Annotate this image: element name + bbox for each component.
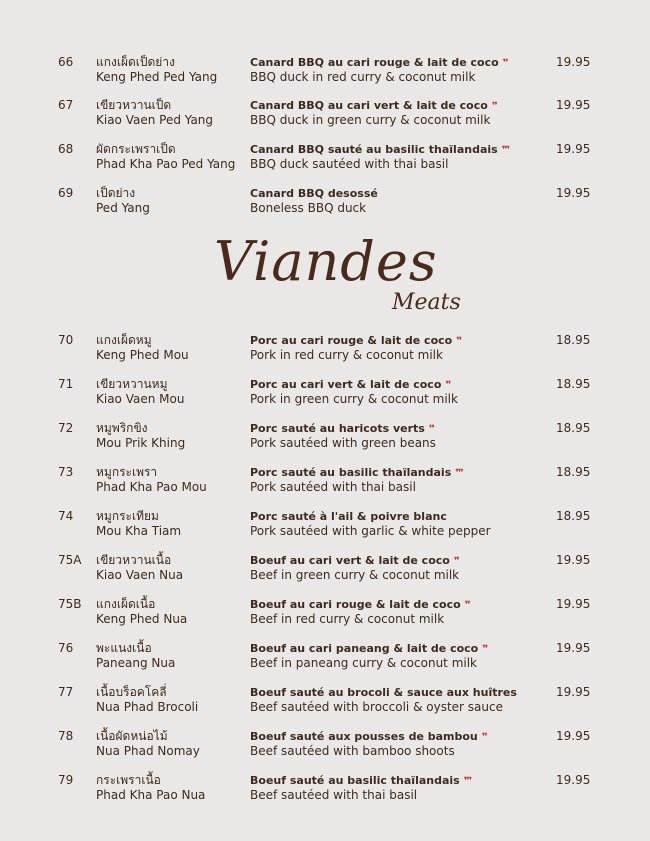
item-thai-name: เขียวหวานหมู	[96, 377, 168, 391]
item-thai-name: กระเพราเนื้อ	[96, 773, 161, 787]
item-number: 72	[58, 421, 74, 435]
item-price: 18.95	[556, 333, 591, 347]
item-english-desc: Pork sautéed with thai basil	[250, 480, 416, 494]
menu-item	[0, 421, 650, 455]
item-french-desc: Canard BBQ desossé	[250, 187, 378, 200]
item-french-desc: Boeuf sauté au brocoli & sauce aux huîtres	[250, 686, 517, 699]
item-number: 66	[58, 55, 74, 69]
item-name: Mou Kha Tiam	[96, 524, 182, 538]
item-name: Phad Kha Pao Ped Yang	[96, 157, 236, 171]
item-name: Mou Prik Khing	[96, 436, 186, 450]
item-number: 69	[58, 186, 74, 200]
chili-pepper-icon: ❜❜❜	[455, 468, 463, 479]
item-thai-name: เนื้อผัดหน่อไม้	[96, 729, 168, 743]
item-name: Nua Phad Nomay	[96, 744, 200, 758]
item-english-desc: Beef sautéed with thai basil	[250, 788, 418, 802]
item-price: 18.95	[556, 465, 591, 479]
item-french-desc: Boeuf au cari paneang & lait de coco ❜❜	[250, 642, 488, 655]
item-name: Phad Kha Pao Mou	[96, 480, 207, 494]
item-thai-name: เนื้อบร็อคโคลี่	[96, 685, 167, 699]
item-price: 19.95	[556, 98, 591, 112]
item-price: 18.95	[556, 377, 591, 391]
item-name: Phad Kha Pao Nua	[96, 788, 206, 802]
chili-pepper-icon: ❜❜❜	[501, 145, 510, 156]
item-english-desc: Boneless BBQ duck	[250, 201, 367, 215]
item-price: 19.95	[556, 186, 591, 200]
item-french-desc: Boeuf au cari vert & lait de coco ❜❜	[250, 554, 459, 567]
item-english-desc: Beef sautéed with bamboo shoots	[250, 744, 455, 758]
menu-item	[0, 597, 650, 631]
item-thai-name: พะแนงเนื้อ	[96, 641, 152, 655]
item-price: 19.95	[556, 597, 591, 611]
item-english-desc: Pork in red curry & coconut milk	[250, 348, 443, 362]
item-name: Kiao Vaen Mou	[96, 392, 185, 406]
item-french-desc: Porc au cari rouge & lait de coco ❜❜	[250, 334, 462, 347]
item-name: Keng Phed Ped Yang	[96, 70, 218, 84]
item-french-desc: Canard BBQ sauté au basilic thaïlandais ❜❜❜	[250, 143, 510, 156]
item-french-desc: Porc sauté à l'ail & poivre blanc	[250, 510, 447, 523]
item-price: 19.95	[556, 729, 591, 743]
item-french-desc: Boeuf sauté au basilic thaïlandais ❜❜❜	[250, 774, 472, 787]
item-english-desc: Beef in paneang curry & coconut milk	[250, 656, 478, 670]
menu-item	[0, 98, 650, 132]
item-french-desc: Boeuf au cari rouge & lait de coco ❜❜	[250, 598, 470, 611]
item-number: 75B	[58, 597, 82, 611]
item-name: Nua Phad Brocoli	[96, 700, 199, 714]
item-english-desc: BBQ duck in green curry & coconut milk	[250, 113, 491, 127]
menu-item	[0, 55, 650, 89]
item-number: 73	[58, 465, 74, 479]
chili-pepper-icon: ❜❜	[481, 732, 487, 743]
item-thai-name: หมูพริกขิง	[96, 421, 148, 435]
chili-pepper-icon: ❜❜	[428, 424, 434, 435]
item-number: 71	[58, 377, 74, 391]
item-thai-name: แกงเผ็ดหมู	[96, 333, 152, 347]
item-price: 19.95	[556, 641, 591, 655]
section-title: Viandes	[214, 230, 438, 293]
item-french-desc: Porc sauté au haricots verts ❜❜	[250, 422, 434, 435]
item-english-desc: Beef in red curry & coconut milk	[250, 612, 445, 626]
menu-item	[0, 509, 650, 543]
item-thai-name: เขียวหวานเป็ด	[96, 98, 172, 112]
chili-pepper-icon: ❜❜	[482, 644, 488, 655]
chili-pepper-icon: ❜❜	[456, 336, 462, 347]
section-subtitle: Meats	[392, 290, 461, 315]
item-name: Paneang Nua	[96, 656, 176, 670]
chili-pepper-icon: ❜❜	[445, 380, 451, 391]
item-price: 19.95	[556, 553, 591, 567]
item-french-desc: Canard BBQ au cari rouge & lait de coco ❜❜	[250, 56, 508, 69]
item-number: 75A	[58, 553, 82, 567]
item-thai-name: แกงเผ็ดเป็ดย่าง	[96, 55, 175, 69]
menu-item	[0, 377, 650, 411]
item-english-desc: BBQ duck sautéed with thai basil	[250, 157, 449, 171]
chili-pepper-icon: ❜❜	[464, 600, 470, 611]
item-thai-name: หมูกระเพรา	[96, 465, 158, 479]
item-number: 79	[58, 773, 74, 787]
item-thai-name: แกงเผ็ดเนื้อ	[96, 597, 156, 611]
item-number: 77	[58, 685, 74, 699]
item-number: 68	[58, 142, 74, 156]
item-thai-name: เป็ดย่าง	[96, 186, 136, 200]
item-price: 19.95	[556, 55, 591, 69]
menu-item	[0, 553, 650, 587]
item-name: Keng Phed Nua	[96, 612, 188, 626]
item-number: 74	[58, 509, 74, 523]
menu-item	[0, 465, 650, 499]
item-number: 67	[58, 98, 74, 112]
menu-item	[0, 773, 650, 807]
item-french-desc: Canard BBQ au cari vert & lait de coco ❜❜	[250, 99, 497, 112]
item-price: 19.95	[556, 142, 591, 156]
chili-pepper-icon: ❜❜	[502, 58, 508, 69]
chili-pepper-icon: ❜❜	[491, 101, 497, 112]
item-price: 18.95	[556, 509, 591, 523]
item-english-desc: Beef in green curry & coconut milk	[250, 568, 460, 582]
menu-item	[0, 186, 650, 220]
menu-item	[0, 685, 650, 719]
menu-item	[0, 729, 650, 763]
item-price: 19.95	[556, 773, 591, 787]
item-number: 76	[58, 641, 74, 655]
item-number: 78	[58, 729, 74, 743]
item-thai-name: เขียวหวานเนื้อ	[96, 553, 172, 567]
item-english-desc: Pork sautéed with garlic & white pepper	[250, 524, 491, 538]
menu-item	[0, 142, 650, 176]
item-thai-name: หมูกระเทียม	[96, 509, 159, 523]
item-name: Ped Yang	[96, 201, 150, 215]
item-thai-name: ผัดกระเพราเป็ด	[96, 142, 176, 156]
item-french-desc: Boeuf sauté aux pousses de bambou ❜❜	[250, 730, 487, 743]
chili-pepper-icon: ❜❜❜	[463, 776, 472, 787]
menu-item	[0, 333, 650, 367]
item-price: 18.95	[556, 421, 591, 435]
item-french-desc: Porc sauté au basilic thaïlandais ❜❜❜	[250, 466, 463, 479]
menu-item	[0, 641, 650, 675]
item-price: 19.95	[556, 685, 591, 699]
item-name: Kiao Vaen Ped Yang	[96, 113, 214, 127]
chili-pepper-icon: ❜❜	[453, 556, 459, 567]
item-english-desc: Beef sautéed with broccoli & oyster sauce	[250, 700, 503, 714]
item-english-desc: BBQ duck in red curry & coconut milk	[250, 70, 476, 84]
item-name: Keng Phed Mou	[96, 348, 189, 362]
item-english-desc: Pork in green curry & coconut milk	[250, 392, 458, 406]
item-name: Kiao Vaen Nua	[96, 568, 184, 582]
item-french-desc: Porc au cari vert & lait de coco ❜❜	[250, 378, 451, 391]
item-english-desc: Pork sautéed with green beans	[250, 436, 436, 450]
item-number: 70	[58, 333, 74, 347]
